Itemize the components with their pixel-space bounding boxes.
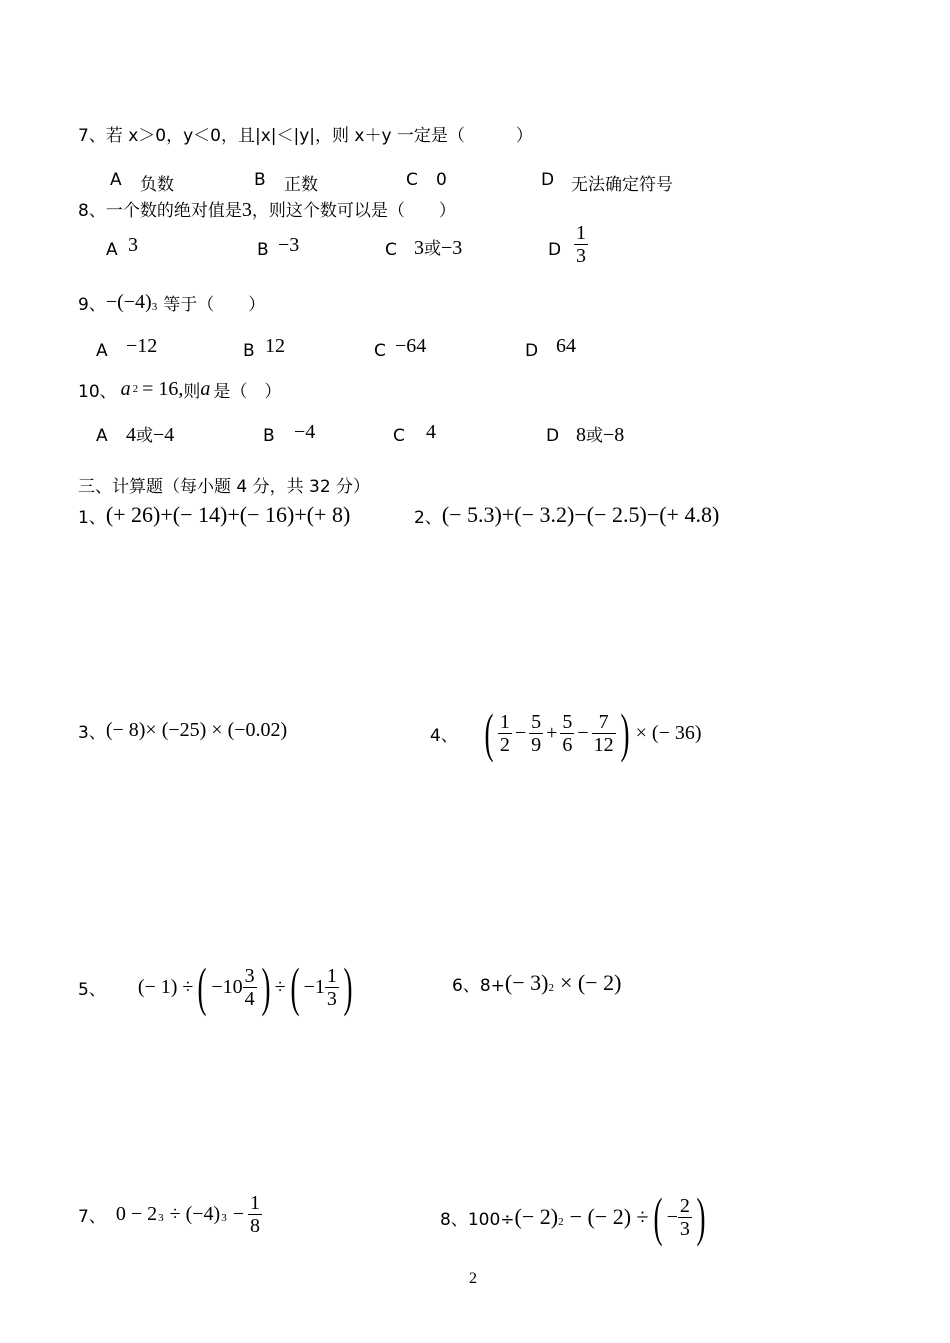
calc-1-number: 1、	[78, 507, 106, 528]
calc-5-f1-num: 3	[244, 964, 255, 987]
calc-3-expression: (− 8)× (−25) × (−0.02)	[105, 719, 288, 741]
calc-8-f-den: 3	[679, 1217, 690, 1240]
calc-4-tail: × (− 36)	[635, 721, 702, 744]
calc-8-exponent: 2	[558, 1216, 564, 1228]
q7-option-d-letter: D	[541, 170, 555, 190]
q10-option-c-text: 4	[426, 421, 436, 443]
q10-option-a-letter: A	[96, 426, 108, 446]
q10-option-a-text1: 4	[126, 424, 136, 446]
q9-option-a-text: −12	[126, 335, 158, 357]
calc-problem-7	[78, 1192, 262, 1237]
calc-4-f1-num: 1	[499, 710, 510, 733]
calc-4-f3-num: 5	[562, 710, 573, 733]
q7-option-a-text: 负数	[140, 175, 174, 195]
calc-4-op2: +	[546, 721, 558, 744]
calc-5-fraction-2	[325, 965, 339, 1010]
calc-4-f4-den: 12	[593, 733, 614, 756]
q9-option-b-letter: B	[243, 341, 255, 361]
q7-option-c-text: 0	[436, 170, 447, 190]
q10-option-c-letter: C	[393, 426, 405, 446]
calc-problem-6	[452, 970, 621, 996]
calc-7-f-num: 1	[249, 1192, 260, 1214]
q9-option-a-letter: A	[96, 341, 108, 361]
q10-option-d-or: 或	[586, 426, 603, 446]
calc-8-paren-open: (	[653, 1187, 663, 1247]
q7-option-d-text: 无法确定符号	[571, 175, 673, 195]
calc-7-fraction	[248, 1192, 262, 1237]
q9-number: 9、	[78, 295, 106, 315]
section-3-title: 三、计算题（每小题 4 分，共 32 分）	[78, 477, 371, 497]
q9-option-d-letter: D	[525, 341, 539, 361]
calc-problem-4	[430, 703, 702, 763]
calc-8-f-num: 2	[679, 1194, 690, 1217]
calc-problem-5	[78, 957, 357, 1017]
calc-problem-8	[440, 1187, 710, 1247]
calc-4-f3-den: 6	[562, 733, 573, 756]
calc-6-tail: × (− 2)	[559, 970, 622, 995]
calc-4-fraction-4	[592, 711, 616, 756]
calc-4-fraction-1	[498, 711, 512, 756]
calc-1-expression: (+ 26)+(− 14)+(− 16)+(+ 8)	[105, 502, 351, 527]
calc-7-number: 7、	[78, 1207, 106, 1227]
q8-suffix: ，则这个数可以是（ ）	[251, 201, 456, 221]
q10-option-b-text: −4	[294, 421, 316, 443]
q10-var2: a	[200, 378, 211, 400]
q10-stem	[78, 377, 281, 402]
q10-option-d-letter: D	[546, 426, 560, 446]
q9-option-c-text: −64	[395, 335, 427, 357]
q8-option-c-letter: C	[385, 240, 397, 260]
calc-2-expression: (− 5.3)+(− 3.2)−(− 2.5)−(+ 4.8)	[441, 502, 720, 527]
q9-option-d-text: 64	[556, 335, 576, 357]
calc-5-f2-num: 1	[326, 964, 337, 987]
calc-5-head: (− 1) ÷	[137, 975, 194, 998]
calc-6-base: (− 3)	[504, 970, 549, 995]
q8-option-c	[414, 234, 462, 260]
q10-option-a-or: 或	[136, 426, 153, 446]
calc-problem-3	[78, 718, 287, 743]
calc-5-number: 5、	[78, 979, 106, 1000]
q8-option-c-or: 或	[424, 239, 441, 259]
calc-4-f2-num: 5	[531, 710, 542, 733]
q8-value: 3	[241, 199, 252, 221]
q9-stem	[78, 290, 265, 315]
q10-number: 10、	[78, 382, 117, 402]
q8-option-b-letter: B	[257, 240, 269, 260]
calc-5-mixed-whole-2: −1	[303, 975, 325, 998]
calc-8-neg: −	[666, 1205, 678, 1228]
q7-stem: 7、若 x＞0，y＜0，且|x|＜|y|，则 x＋y 一定是（ ）	[78, 126, 533, 146]
q9-expr: −(−4)	[105, 291, 152, 313]
calc-4-op1: −	[514, 721, 527, 744]
calc-problem-2	[414, 502, 719, 528]
calc-6-number: 6、8+	[452, 975, 505, 996]
q10-option-a-text2: −4	[153, 424, 175, 446]
q8-option-b-text: −3	[278, 234, 300, 256]
calc-problem-1	[78, 502, 350, 528]
q7-option-a-letter: A	[110, 170, 122, 190]
q9-suffix: 等于（ ）	[163, 295, 266, 315]
calc-5-fraction-1	[243, 965, 257, 1010]
q9-option-c-letter: C	[374, 341, 386, 361]
calc-7-exponent-2: 3	[221, 1211, 227, 1224]
calc-8-paren-close: )	[696, 1187, 706, 1247]
page-number: 2	[469, 1270, 477, 1287]
q10-eq: = 16,	[142, 378, 184, 400]
q10-exponent: 2	[132, 382, 139, 395]
calc-4-close-paren: )	[620, 703, 630, 763]
calc-3-number: 3、	[78, 723, 106, 743]
calc-2-number: 2、	[414, 507, 442, 528]
calc-8-base: (− 2)	[514, 1204, 559, 1229]
calc-5-paren-open-2: (	[290, 957, 300, 1017]
calc-5-f1-den: 4	[244, 987, 255, 1010]
q10-option-d-text1: 8	[576, 424, 586, 446]
calc-8-mid: − (− 2) ÷	[569, 1204, 649, 1229]
calc-6-exponent: 2	[548, 982, 554, 994]
q8-option-d-letter: D	[548, 240, 562, 260]
calc-7-f-den: 8	[249, 1215, 260, 1237]
q8-stem	[78, 196, 456, 222]
q10-option-d	[576, 421, 624, 447]
calc-5-f2-den: 3	[326, 987, 337, 1010]
q7-option-b-text: 正数	[284, 175, 318, 195]
q10-then: 则	[183, 382, 201, 402]
calc-4-fraction-3	[560, 711, 574, 756]
q9-option-b-text: 12	[265, 335, 285, 357]
q7-option-b-letter: B	[254, 170, 266, 190]
calc-5-div: ÷	[274, 975, 286, 998]
calc-5-paren-close-1: )	[261, 957, 271, 1017]
calc-5-mixed-whole-1: −10	[211, 975, 243, 998]
calc-7-minus: −	[232, 1203, 244, 1225]
calc-4-number: 4、	[430, 725, 458, 746]
q10-var: a	[120, 378, 131, 400]
calc-5-paren-open-1: (	[197, 957, 207, 1017]
calc-8-fraction	[678, 1195, 692, 1240]
q8-option-d-denominator: 3	[576, 245, 586, 267]
calc-4-f2-den: 9	[531, 733, 542, 756]
calc-8-number: 8、100÷	[440, 1209, 515, 1230]
q8-option-c-text1: 3	[414, 237, 424, 259]
q10-option-b-letter: B	[263, 426, 275, 446]
q8-option-a-text: 3	[128, 234, 138, 256]
q8-option-d-numerator: 1	[576, 222, 586, 244]
q9-exponent: 3	[151, 300, 158, 313]
q10-suffix: 是（ ）	[213, 382, 282, 402]
q8-option-a-letter: A	[106, 240, 118, 260]
calc-7-exponent-1: 3	[158, 1211, 164, 1224]
calc-7-head: 0 − 2	[115, 1203, 158, 1225]
q8-prefix: 8、一个数的绝对值是	[78, 201, 242, 221]
calc-7-mid: ÷ (−4)	[169, 1203, 221, 1225]
calc-4-f4-num: 7	[592, 711, 616, 734]
calc-4-op3: −	[577, 721, 589, 744]
q10-option-a	[126, 421, 174, 447]
calc-4-open-paren: (	[484, 703, 494, 763]
q7-option-c-letter: C	[406, 170, 418, 190]
calc-4-f1-den: 2	[499, 733, 510, 756]
calc-4-fraction-2	[529, 711, 543, 756]
q8-option-c-text2: −3	[441, 237, 463, 259]
calc-5-paren-close-2: )	[343, 957, 353, 1017]
q10-option-d-text2: −8	[603, 424, 625, 446]
q8-option-d-fraction	[574, 222, 588, 267]
